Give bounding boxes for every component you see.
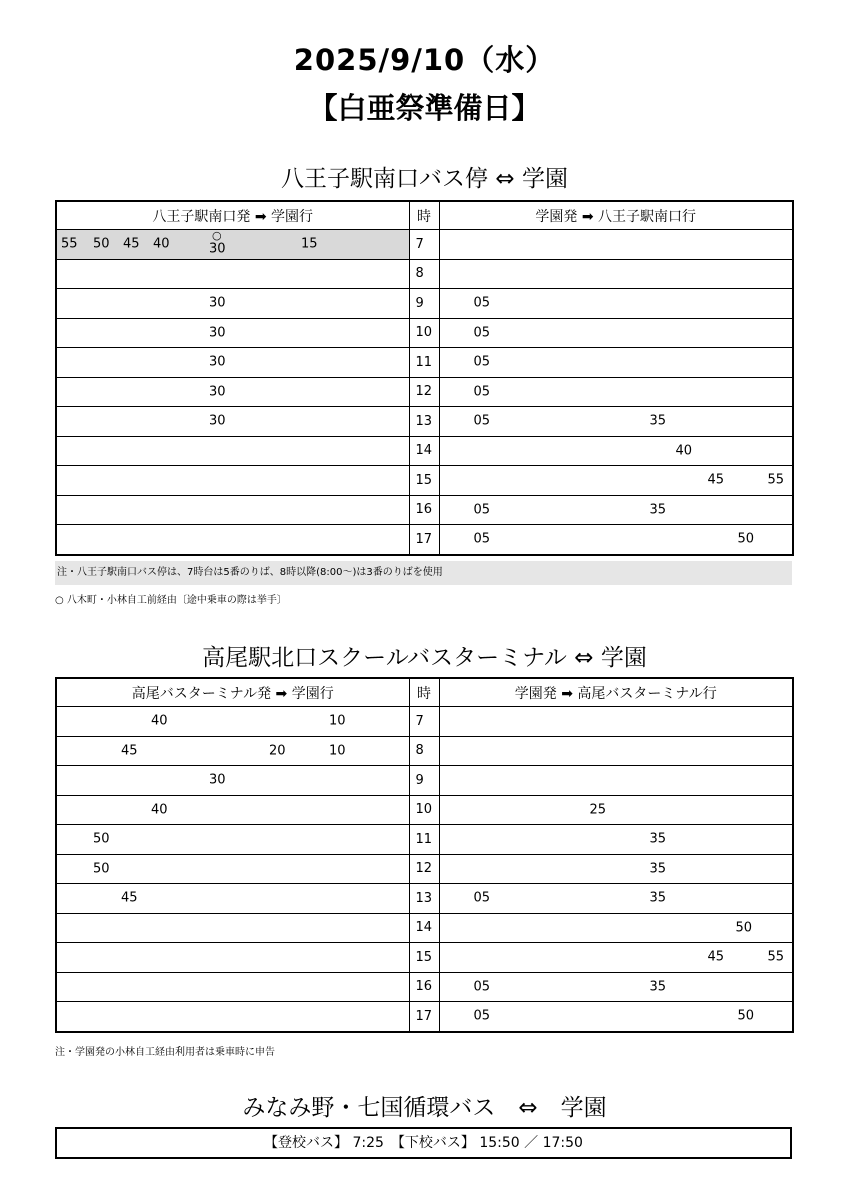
table-row <box>56 825 793 855</box>
departures-from-school <box>439 495 793 525</box>
departure-minute: 05 <box>473 325 491 341</box>
departures-to-school <box>56 736 409 766</box>
hour-cell: 7 <box>409 230 439 260</box>
hour-cell: 8 <box>409 736 439 766</box>
departure-minute: 35 <box>649 890 667 906</box>
table-row <box>56 436 793 466</box>
departure-minute: 45 <box>123 236 140 252</box>
hour-cell: 9 <box>409 289 439 319</box>
departure-minute: 50 <box>93 236 110 252</box>
departures-from-school <box>439 825 793 855</box>
table-row <box>56 854 793 884</box>
departure-minute: 30 <box>209 295 226 311</box>
departures-to-school <box>56 1002 409 1032</box>
hour-header: 時 <box>409 678 439 707</box>
hour-cell: 16 <box>409 495 439 525</box>
departures-to-school <box>56 348 409 378</box>
hour-cell: 7 <box>409 707 439 737</box>
departures-from-school <box>439 795 793 825</box>
departures-to-school <box>56 289 409 319</box>
departure-minute: 05 <box>473 502 491 518</box>
left-header: 高尾バスターミナル発 ➡ 学園行 <box>56 678 409 707</box>
departure-minute: 50 <box>737 1008 755 1024</box>
hour-cell: 17 <box>409 1002 439 1032</box>
departure-minute: 15 <box>301 236 318 252</box>
departure-minute: 55 <box>767 949 785 965</box>
hour-cell: 11 <box>409 825 439 855</box>
departure-minute: 05 <box>473 1008 491 1024</box>
hour-cell: 10 <box>409 318 439 348</box>
departures-from-school <box>439 766 793 796</box>
table-row <box>56 348 793 378</box>
departure-minute: 30 <box>209 413 226 429</box>
departures-to-school <box>56 766 409 796</box>
route-mark-circle: ○ <box>212 229 222 242</box>
departures-to-school <box>56 943 409 973</box>
table-row <box>56 707 793 737</box>
departure-minute: 45 <box>707 949 725 965</box>
departure-minute: 45 <box>121 890 138 906</box>
table-row <box>56 289 793 319</box>
table-row <box>56 377 793 407</box>
departures-to-school <box>56 972 409 1002</box>
departures-from-school <box>439 377 793 407</box>
departure-minute: 05 <box>473 890 491 906</box>
departures-to-school <box>56 230 409 260</box>
departures-from-school <box>439 943 793 973</box>
departures-from-school <box>439 972 793 1002</box>
departure-minute: 40 <box>151 802 168 818</box>
departures-to-school <box>56 854 409 884</box>
departure-minute: 35 <box>649 502 667 518</box>
departures-from-school <box>439 318 793 348</box>
departure-minute: 05 <box>473 979 491 995</box>
date-heading: 2025/9/10（水） <box>293 43 556 77</box>
departure-minute: 45 <box>707 472 725 488</box>
table-row <box>56 766 793 796</box>
departures-from-school <box>439 407 793 437</box>
departures-to-school <box>56 525 409 555</box>
hour-cell: 11 <box>409 348 439 378</box>
departure-minute: 30 <box>209 325 226 341</box>
hour-cell: 10 <box>409 795 439 825</box>
departure-minute: 40 <box>151 713 168 729</box>
departure-minute: 50 <box>93 861 110 877</box>
departures-from-school <box>439 466 793 496</box>
table-row <box>56 407 793 437</box>
table-row <box>56 1002 793 1032</box>
departure-minute: 35 <box>649 861 667 877</box>
loop-bus-times: 【登校バス】 7:25 【下校バス】 15:50 ／ 17:50 <box>55 1127 792 1159</box>
departure-minute: 05 <box>473 354 491 370</box>
departure-minute: 50 <box>737 531 755 547</box>
departure-minute: 35 <box>649 831 667 847</box>
departure-minute: 40 <box>153 236 170 252</box>
departures-from-school <box>439 259 793 289</box>
table-row <box>56 943 793 973</box>
departure-minute: 50 <box>735 920 753 936</box>
departures-from-school <box>439 736 793 766</box>
hour-cell: 9 <box>409 766 439 796</box>
table-row <box>56 230 793 260</box>
table-row <box>56 525 793 555</box>
hour-cell: 15 <box>409 943 439 973</box>
timetable-hachioji <box>55 200 794 556</box>
departures-from-school <box>439 707 793 737</box>
hour-cell: 14 <box>409 436 439 466</box>
timetable-takao <box>55 677 794 1033</box>
right-header: 学園発 ➡ 八王子駅南口行 <box>439 201 793 230</box>
departures-from-school <box>439 1002 793 1032</box>
left-header: 八王子駅南口発 ➡ 学園行 <box>56 201 409 230</box>
departure-minute: 05 <box>473 531 491 547</box>
departure-minute: 25 <box>589 802 607 818</box>
departure-minute: 10 <box>329 743 346 759</box>
note-hachioji-route: ○ 八木町・小林自工前経由〔途中乗車の際は挙手〕 <box>55 595 287 606</box>
departures-from-school <box>439 884 793 914</box>
departure-minute: 35 <box>649 979 667 995</box>
departures-to-school <box>56 707 409 737</box>
table-row <box>56 972 793 1002</box>
departures-to-school <box>56 318 409 348</box>
departure-minute: 35 <box>649 413 667 429</box>
section-title-takao: 高尾駅北口スクールバスターミナル ⇔ 学園 <box>202 645 647 671</box>
event-heading: 【白亜祭準備日】 <box>308 91 541 125</box>
table-row <box>56 466 793 496</box>
departures-to-school <box>56 795 409 825</box>
departures-from-school <box>439 854 793 884</box>
hour-cell: 12 <box>409 377 439 407</box>
departures-from-school <box>439 348 793 378</box>
departure-minute: 05 <box>473 384 491 400</box>
departure-minute: 30 <box>209 241 226 257</box>
hour-cell: 13 <box>409 884 439 914</box>
table-row <box>56 795 793 825</box>
departures-from-school <box>439 525 793 555</box>
table-row <box>56 318 793 348</box>
section-title-loop: みなみ野・七国循環バス ⇔ 学園 <box>242 1095 607 1121</box>
departures-to-school <box>56 259 409 289</box>
departures-from-school <box>439 289 793 319</box>
table-row <box>56 495 793 525</box>
departure-minute: 55 <box>61 236 78 252</box>
departures-from-school <box>439 230 793 260</box>
departure-minute: 30 <box>209 384 226 400</box>
section-title-hachioji: 八王子駅南口バス停 ⇔ 学園 <box>281 166 568 192</box>
departure-minute: 45 <box>121 743 138 759</box>
departures-to-school <box>56 825 409 855</box>
hour-cell: 8 <box>409 259 439 289</box>
departure-minute: 30 <box>209 772 226 788</box>
departures-to-school <box>56 495 409 525</box>
departure-minute: 30 <box>209 354 226 370</box>
hour-header: 時 <box>409 201 439 230</box>
table-row <box>56 913 793 943</box>
right-header: 学園発 ➡ 高尾バスターミナル行 <box>439 678 793 707</box>
departure-minute: 05 <box>473 295 491 311</box>
departures-from-school <box>439 913 793 943</box>
departure-minute: 55 <box>767 472 785 488</box>
table-row <box>56 736 793 766</box>
table-row <box>56 884 793 914</box>
departure-minute: 20 <box>269 743 286 759</box>
departures-to-school <box>56 884 409 914</box>
departures-to-school <box>56 377 409 407</box>
departures-to-school <box>56 466 409 496</box>
departures-from-school <box>439 436 793 466</box>
note-takao: 注・学園発の小林自工経由利用者は乗車時に申告 <box>55 1047 275 1058</box>
hour-cell: 13 <box>409 407 439 437</box>
table-row <box>56 259 793 289</box>
departure-minute: 40 <box>675 443 693 459</box>
hour-cell: 15 <box>409 466 439 496</box>
departures-to-school <box>56 407 409 437</box>
note-hachioji-platform: 注・八王子駅南口バス停は、7時台は5番のりば、8時以降(8:00～)は3番のりばを使用 <box>55 561 792 585</box>
departures-to-school <box>56 436 409 466</box>
hour-cell: 16 <box>409 972 439 1002</box>
departures-to-school <box>56 913 409 943</box>
hour-cell: 14 <box>409 913 439 943</box>
departure-minute: 10 <box>329 713 346 729</box>
departure-minute: 50 <box>93 831 110 847</box>
hour-cell: 17 <box>409 525 439 555</box>
hour-cell: 12 <box>409 854 439 884</box>
departure-minute: 05 <box>473 413 491 429</box>
